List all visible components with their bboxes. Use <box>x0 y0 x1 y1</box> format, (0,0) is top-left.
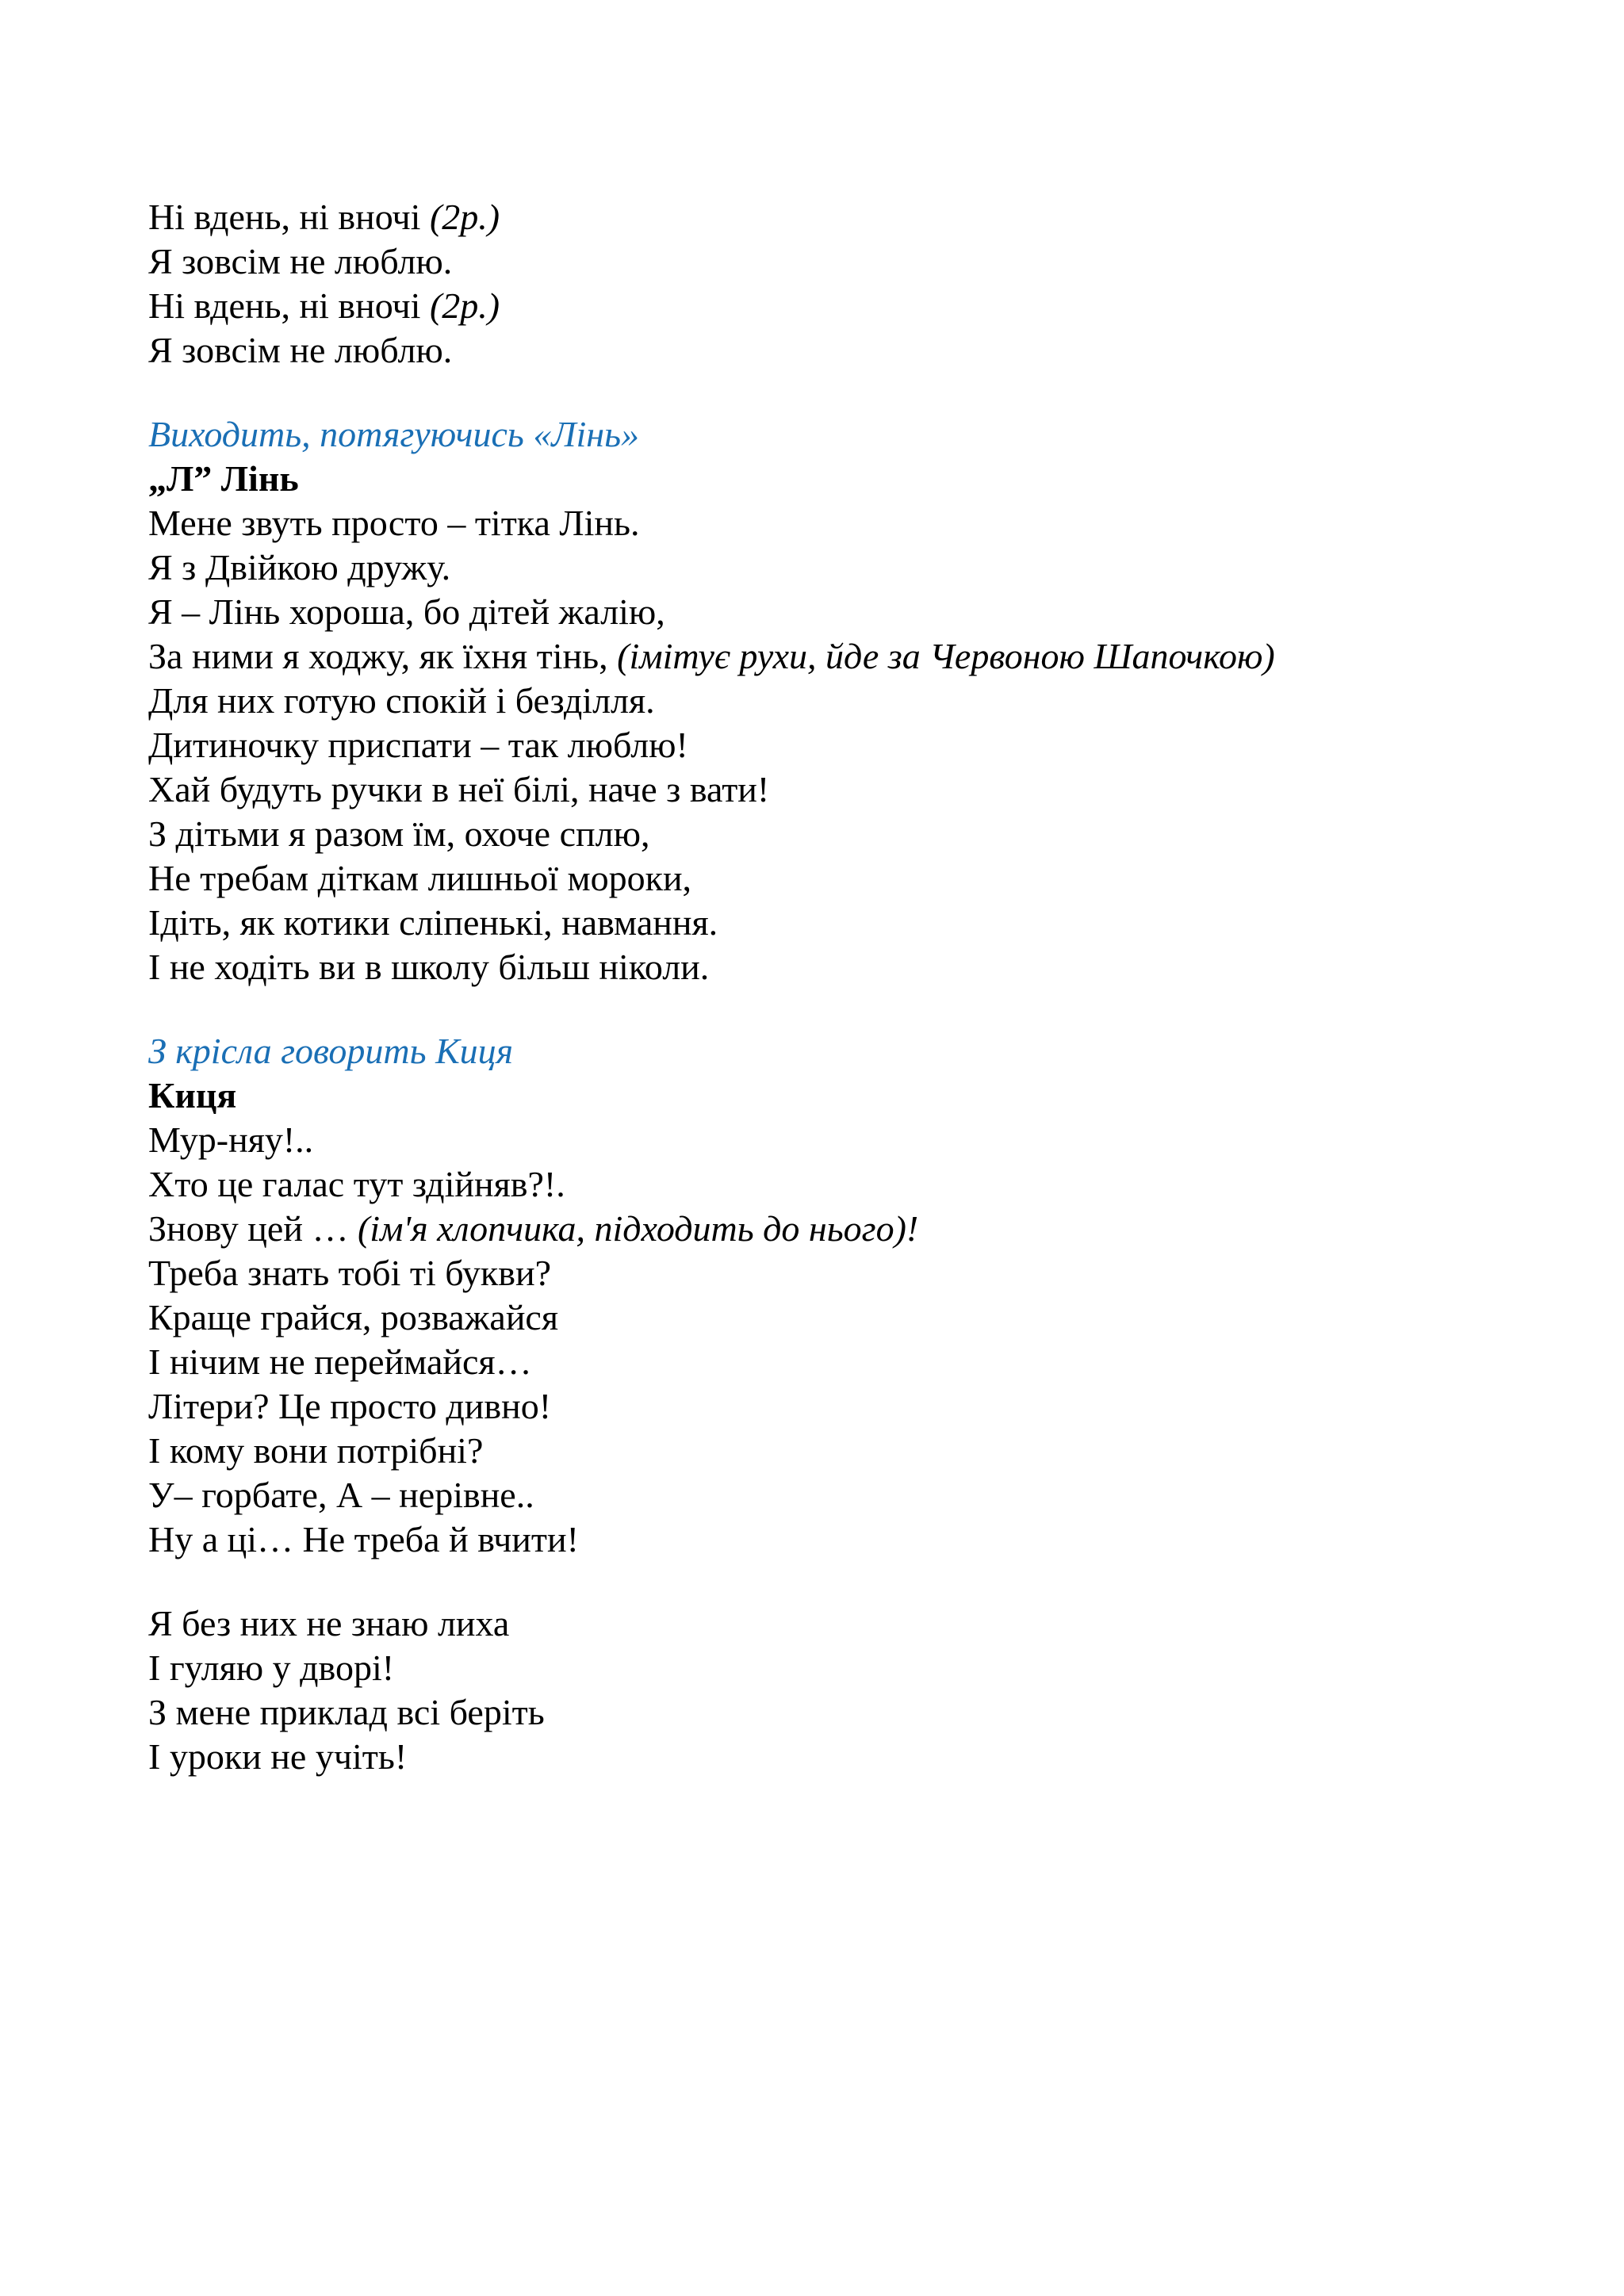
verse-line: Мур-няу!.. <box>148 1119 314 1160</box>
verse-line: З дітьми я разом їм, охоче сплю, <box>148 813 650 854</box>
scene-kytsia <box>148 1029 1496 1779</box>
verse-line: Я – Лінь хороша, бо дітей жалію, <box>148 591 665 632</box>
speaker-name: Киця <box>148 1075 237 1115</box>
verse-line: І гуляю у дворі! <box>148 1647 395 1688</box>
stage-direction: З крісла говорить Киця <box>148 1031 513 1071</box>
verse-line: Мене звуть просто – тітка Лінь. <box>148 503 640 543</box>
verse-line: Не требам діткам лишньої мороки, <box>148 858 692 898</box>
verse-line: Ідіть, як котики сліпенькі, навмання. <box>148 902 718 943</box>
verse-line: І кому вони потрібні? <box>148 1430 484 1471</box>
verse-line: Я з Двійкою дружу. <box>148 547 451 587</box>
verse-line: Літери? Це просто дивно! <box>148 1386 552 1426</box>
verse-line: З мене приклад всі беріть <box>148 1692 545 1732</box>
stage-note: (імітує рухи, йде за Червоною Шапочкою) <box>617 636 1275 676</box>
verse-line: І нічим не переймайся… <box>148 1341 532 1382</box>
intro-verse <box>148 195 1496 373</box>
verse-line: Ні вдень, ні вночі (2р.) <box>148 197 500 237</box>
verse-line: І уроки не учіть! <box>148 1736 408 1777</box>
verse-line: І не ходіть ви в школу більш ніколи. <box>148 947 710 987</box>
verse-line: Я без них не знаю лиха <box>148 1603 510 1644</box>
scene-lin <box>148 412 1496 989</box>
verse-line: Хай будуть ручки в неї білі, наче з вати! <box>148 769 770 809</box>
verse-line: Краще грайся, розважайся <box>148 1297 559 1337</box>
stage-direction: Виходить, потягуючись «Лінь» <box>148 414 640 454</box>
verse-line: У– горбате, А – нерівне.. <box>148 1475 534 1515</box>
verse-line: Знову цей … (ім'я хлопчика, підходить до нього)! <box>148 1208 919 1249</box>
stage-note: (ім'я хлопчика, підходить до нього)! <box>357 1208 919 1249</box>
verse-line: Треба знать тобі ті букви? <box>148 1253 551 1293</box>
speaker-name: „Л” Лінь <box>148 458 299 499</box>
verse-line: Я зовсім не люблю. <box>148 330 453 370</box>
verse-line: За ними я ходжу, як їхня тінь, (імітує рухи, йде за Червоною Шапочкою) <box>148 636 1275 676</box>
verse-line: Дитиночку приспати – так люблю! <box>148 725 688 765</box>
document-page <box>148 195 1496 1779</box>
verse-line: Ну а ці… Не треба й вчити! <box>148 1519 579 1559</box>
verse-line: Ні вдень, ні вночі (2р.) <box>148 285 500 326</box>
verse-line: Для них готую спокій і безділля. <box>148 680 655 721</box>
verse-line: Я зовсім не люблю. <box>148 241 453 281</box>
verse-line: Хто це галас тут здійняв?!. <box>148 1164 565 1204</box>
stage-note: (2р.) <box>429 197 500 237</box>
stage-note: (2р.) <box>429 285 500 326</box>
